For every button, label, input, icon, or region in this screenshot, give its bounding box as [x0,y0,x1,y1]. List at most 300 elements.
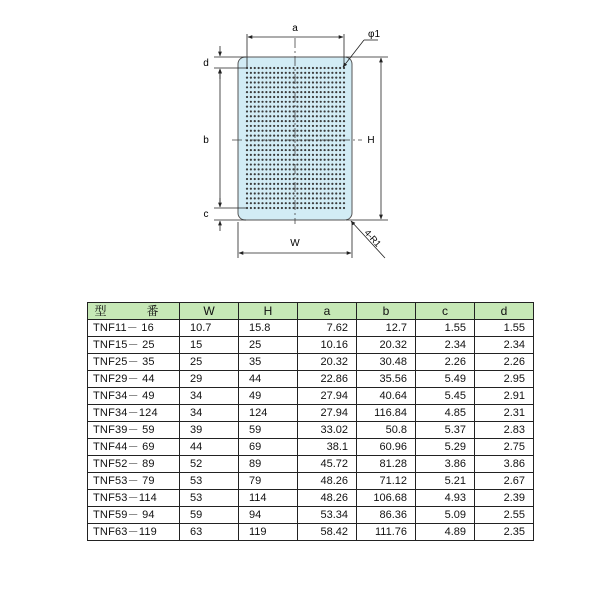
cell-b: 35.56 [357,371,416,388]
cell-b: 12.7 [357,320,416,337]
hole [254,168,256,170]
hole [250,188,252,190]
hole [246,106,248,108]
hole [324,192,326,194]
hole [258,86,260,88]
hole [269,96,271,98]
hole [254,115,256,117]
hole [312,154,314,156]
hole [281,183,283,185]
hole [331,125,333,127]
hole [343,101,345,103]
hole [258,134,260,136]
hole [327,115,329,117]
hole [246,125,248,127]
hole [304,101,306,103]
hole [261,163,263,165]
hole [320,106,322,108]
cell-b: 40.64 [357,388,416,405]
hole [258,115,260,117]
hole [269,91,271,93]
hole [250,72,252,74]
hole [316,67,318,69]
cell-h: 94 [239,507,298,524]
hole [335,125,337,127]
hole [304,144,306,146]
hole [250,163,252,165]
hole [265,192,267,194]
hole [339,72,341,74]
hole [246,197,248,199]
hole [339,163,341,165]
hole [312,91,314,93]
hole [304,159,306,161]
hole [339,159,341,161]
hole [331,178,333,180]
hole [277,188,279,190]
hole [339,134,341,136]
hole [285,144,287,146]
table-row [88,524,534,541]
hole [312,163,314,165]
hole [324,159,326,161]
hole [327,178,329,180]
hole [277,168,279,170]
hole [316,178,318,180]
hole [265,91,267,93]
hole [258,106,260,108]
hole [296,120,298,122]
hole [296,163,298,165]
hole [254,163,256,165]
hole [246,207,248,209]
hole [273,173,275,175]
hole [331,197,333,199]
hole [320,77,322,79]
hole [312,77,314,79]
hole [324,67,326,69]
hole [300,207,302,209]
hole [300,86,302,88]
hole [277,183,279,185]
hole [324,130,326,132]
hole [343,134,345,136]
hole [258,178,260,180]
hole [292,178,294,180]
hole [273,134,275,136]
hole [300,183,302,185]
hole [327,120,329,122]
hole [335,173,337,175]
hole [312,173,314,175]
hole [335,197,337,199]
hole [300,159,302,161]
hole [285,197,287,199]
hole [339,188,341,190]
cell-a: 7.62 [298,320,357,337]
cell-h: 69 [239,439,298,456]
header-c: c [416,303,475,320]
hole [331,202,333,204]
hole [289,67,291,69]
hole [312,188,314,190]
hole [339,178,341,180]
hole [316,91,318,93]
hole [281,110,283,112]
cell-h: 15.8 [239,320,298,337]
cell-d: 2.35 [475,524,534,541]
hole [258,149,260,151]
hole [269,202,271,204]
hole [343,72,345,74]
hole [296,130,298,132]
hole [331,149,333,151]
hole [277,101,279,103]
hole [324,86,326,88]
hole [331,86,333,88]
hole [258,207,260,209]
cell-h: 49 [239,388,298,405]
hole [250,149,252,151]
hole [331,207,333,209]
hole [296,81,298,83]
hole [324,101,326,103]
hole [277,134,279,136]
hole [316,207,318,209]
hole [343,183,345,185]
hole [327,192,329,194]
hole [339,183,341,185]
hole [304,188,306,190]
hole [277,72,279,74]
hole [285,149,287,151]
hole [273,207,275,209]
hole [250,125,252,127]
hole [246,149,248,151]
hole [292,110,294,112]
hole [335,188,337,190]
hole [265,173,267,175]
cell-c: 1.55 [416,320,475,337]
hole [285,154,287,156]
hole [335,77,337,79]
hole [250,207,252,209]
label-corner-radius: 4-R1 [362,227,384,249]
hole [343,178,345,180]
cell-b: 30.48 [357,354,416,371]
hole [296,125,298,127]
hole [261,168,263,170]
hole [261,154,263,156]
hole [308,67,310,69]
hole [331,120,333,122]
hole [246,178,248,180]
label-hole-diameter: φ1 [368,29,381,40]
cell-d: 2.26 [475,354,534,371]
cell-h: 59 [239,422,298,439]
hole [250,81,252,83]
hole [261,110,263,112]
hole [250,67,252,69]
hole [254,202,256,204]
hole [246,134,248,136]
hole [327,134,329,136]
hole [308,120,310,122]
hole [343,163,345,165]
hole [285,106,287,108]
hole [343,168,345,170]
hole [312,101,314,103]
hole [281,202,283,204]
hole [292,77,294,79]
hole [281,188,283,190]
hole [331,81,333,83]
hole [254,144,256,146]
hole [269,130,271,132]
hole [281,91,283,93]
hole [300,163,302,165]
hole [296,159,298,161]
hole [250,192,252,194]
hole [292,96,294,98]
hole [320,91,322,93]
hole [343,154,345,156]
hole [269,144,271,146]
hole [285,67,287,69]
hole [269,120,271,122]
cell-d: 2.67 [475,473,534,490]
cell-d: 2.91 [475,388,534,405]
hole [300,197,302,199]
hole [261,96,263,98]
hole [304,202,306,204]
hole [261,101,263,103]
hole [289,86,291,88]
hole [343,202,345,204]
hole [269,168,271,170]
cell-w: 44 [180,439,239,456]
cell-model: TNF34－ 49 [88,388,180,405]
hole [292,207,294,209]
hole [300,188,302,190]
hole [261,125,263,127]
hole [277,197,279,199]
hole [289,106,291,108]
hole [254,130,256,132]
hole [265,159,267,161]
hole [308,110,310,112]
hole [331,115,333,117]
hole [269,81,271,83]
hole [331,168,333,170]
hole [289,96,291,98]
hole [324,207,326,209]
hole [292,197,294,199]
hole [300,130,302,132]
hole [281,125,283,127]
hole [324,91,326,93]
cell-c: 5.37 [416,422,475,439]
hole [320,178,322,180]
cell-b: 20.32 [357,337,416,354]
hole [300,106,302,108]
header-d: d [475,303,534,320]
hole [320,134,322,136]
cell-b: 50.8 [357,422,416,439]
cell-model: TNF53－114 [88,490,180,507]
hole [312,197,314,199]
hole [273,163,275,165]
hole [292,188,294,190]
hole [254,173,256,175]
hole [296,188,298,190]
cell-model: TNF29－ 44 [88,371,180,388]
label-h: H [367,135,375,146]
cell-a: 20.32 [298,354,357,371]
cell-d: 2.31 [475,405,534,422]
hole [269,207,271,209]
hole [316,125,318,127]
hole [285,81,287,83]
hole [339,168,341,170]
cell-c: 4.85 [416,405,475,422]
hole [269,178,271,180]
hole [308,163,310,165]
hole [285,96,287,98]
hole [312,81,314,83]
hole [296,178,298,180]
hole [289,163,291,165]
hole [335,106,337,108]
hole [335,130,337,132]
hole [316,120,318,122]
cell-c: 5.09 [416,507,475,524]
hole [265,130,267,132]
hole [304,154,306,156]
hole [258,192,260,194]
hole [320,173,322,175]
hole [343,130,345,132]
hole [273,115,275,117]
hole [296,149,298,151]
hole [258,154,260,156]
hole [308,134,310,136]
hole [324,96,326,98]
hole [339,120,341,122]
hole [296,101,298,103]
hole [246,96,248,98]
hole [331,163,333,165]
hole [258,101,260,103]
hole [343,81,345,83]
hole [308,86,310,88]
hole [254,67,256,69]
hole [335,67,337,69]
hole [308,168,310,170]
hole [320,115,322,117]
hole [261,183,263,185]
hole [312,202,314,204]
hole [296,91,298,93]
hole [265,183,267,185]
hole [331,159,333,161]
hole [292,120,294,122]
hole [327,101,329,103]
hole [339,125,341,127]
hole [292,134,294,136]
hole [289,144,291,146]
hole [246,183,248,185]
hole [265,163,267,165]
hole [331,67,333,69]
hole [269,72,271,74]
cell-w: 15 [180,337,239,354]
hole [292,72,294,74]
hole [304,106,306,108]
hole [339,106,341,108]
hole [327,96,329,98]
hole [258,96,260,98]
hole [246,144,248,146]
hole [296,154,298,156]
hole [300,110,302,112]
hole [308,207,310,209]
hole [312,96,314,98]
hole [300,125,302,127]
hole [335,163,337,165]
hole [324,77,326,79]
hole [312,110,314,112]
hole [320,72,322,74]
hole [312,207,314,209]
hole [343,207,345,209]
hole [265,144,267,146]
hole [273,197,275,199]
hole [327,77,329,79]
hole [308,115,310,117]
hole [331,192,333,194]
cell-c: 5.49 [416,371,475,388]
hole [289,154,291,156]
hole [277,77,279,79]
hole [343,120,345,122]
hole [265,86,267,88]
hole [273,154,275,156]
hole [289,101,291,103]
hole [289,125,291,127]
hole [339,81,341,83]
hole [261,188,263,190]
hole [281,86,283,88]
hole [261,202,263,204]
hole [304,91,306,93]
hole [327,144,329,146]
hole [292,154,294,156]
hole [335,86,337,88]
hole [339,91,341,93]
cell-model: TNF59－ 94 [88,507,180,524]
hole [316,115,318,117]
cell-d: 2.95 [475,371,534,388]
hole [312,115,314,117]
hole [261,81,263,83]
hole [281,192,283,194]
hole [300,144,302,146]
cell-a: 58.42 [298,524,357,541]
hole [324,134,326,136]
hole [258,183,260,185]
hole [269,115,271,117]
